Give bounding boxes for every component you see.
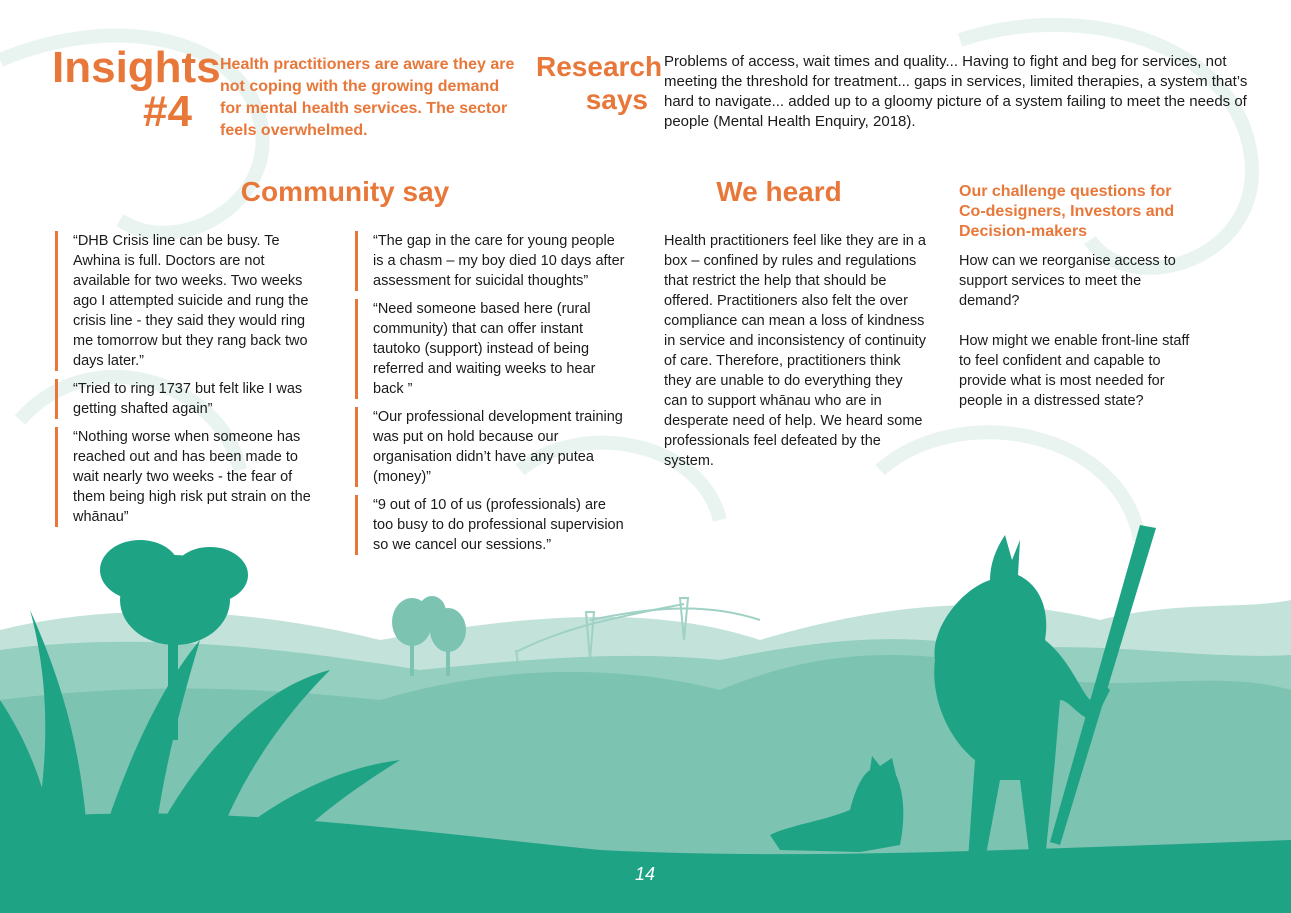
community-quote: “Nothing worse when someone has reached out and has been made to wait nearly two weeks - the fear of them being high risk put strain on the whānau”: [55, 427, 325, 527]
research-text: Problems of access, wait times and quality... Having to fight and beg for services, not meeting the threshold for treatment... gaps in services, limited therapies, a system that’s hard to navigate... added up to a gloomy picture of a system failing to meet the needs of people (Mental Health Enquiry, 2018).: [664, 53, 1248, 130]
research-title-word: Research: [536, 51, 663, 82]
research-says-title: [536, 50, 663, 116]
challenge-question: How can we reorganise access to support services to meet the demand?: [959, 253, 1176, 309]
insights-title-word: Insights: [52, 43, 221, 92]
insights-number: #4: [143, 87, 192, 136]
community-quote: “Need someone based here (rural community) that can offer instant tautoko (support) instead of being referred and waiting weeks to hear back ”: [355, 299, 625, 399]
insight-statement: Health practitioners are aware they are not coping with the growing demand for mental health services. The sector feels overwhelmed.: [220, 56, 515, 139]
community-quote: “DHB Crisis line can be busy. Te Awhina is full. Doctors are not available for two weeks. Two weeks ago I attempted suicide and rung the crisis line - they said they would ring me tomorrow but they rang back two days later.”: [55, 231, 325, 371]
community-quotes-right: [355, 231, 625, 563]
challenge-questions: [959, 251, 1204, 411]
challenge-heading: Our challenge questions for Co-designers, Investors and Decision-makers: [959, 183, 1175, 240]
community-quote: “The gap in the care for young people is a chasm – my boy died 10 days after assessment for suicidal thoughts”: [355, 231, 625, 291]
says-title-word: says: [585, 84, 648, 115]
community-say-heading: Community say: [240, 176, 450, 207]
page-number: 14: [634, 864, 656, 884]
community-quote: “Our professional development training was put on hold because our organisation didn’t have any putea (money)”: [355, 407, 625, 487]
we-heard-text: Health practitioners feel like they are in a box – confined by rules and regulations that restrict the help that should be offered. Practitioners also felt the over compliance can mean a loss of kindness in service and inconsistency of continuity of care. Therefore, practitioners think they are unable to do everything they can to support whānau who are in desperate need of help. We heard some professionals feel defeated by the system.: [664, 233, 926, 469]
insights-title: [52, 43, 221, 136]
challenge-question: How might we enable front-line staff to feel confident and capable to provide what is most needed for people in a distressed state?: [959, 333, 1190, 409]
we-heard-heading: We heard: [716, 176, 842, 207]
community-quotes-left: [55, 231, 325, 535]
community-quote: “9 out of 10 of us (professionals) are too busy to do professional supervision so we cancel our sessions.”: [355, 495, 625, 555]
community-quote: “Tried to ring 1737 but felt like I was getting shafted again”: [55, 379, 325, 419]
